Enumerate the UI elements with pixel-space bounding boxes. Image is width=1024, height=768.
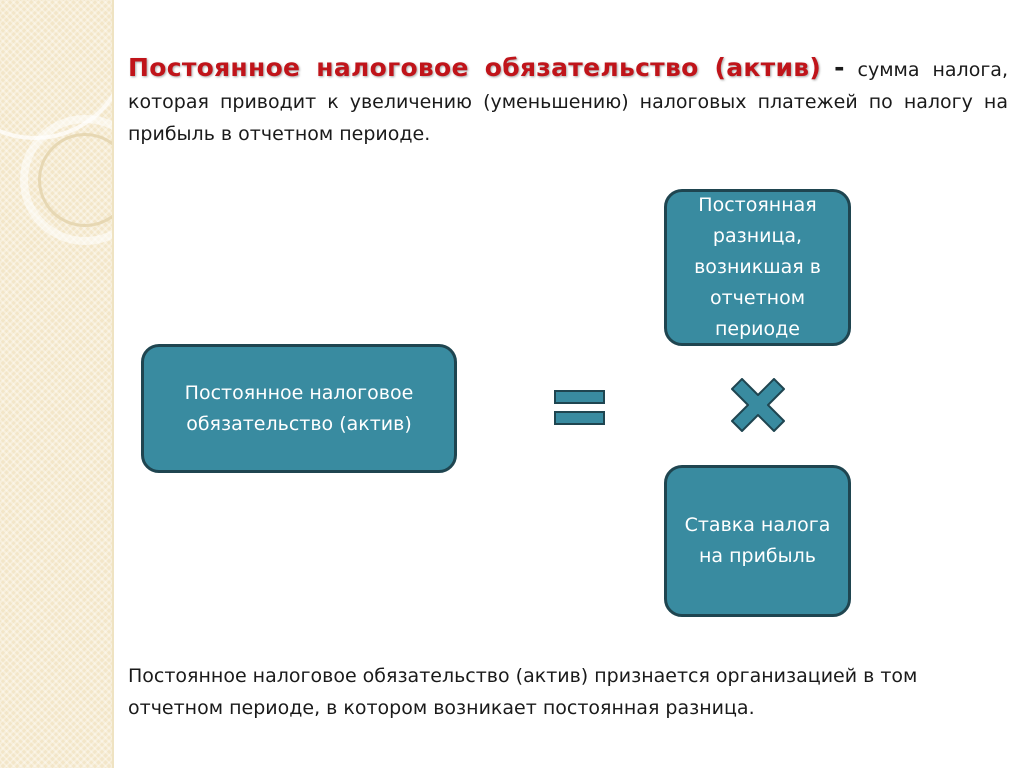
permanent-difference-label: Постоянная разница, возникшая в отчетном периоде (694, 194, 821, 340)
tax-rate-box (664, 465, 851, 617)
footer-paragraph: Постоянное налоговое обязательство (актив) признается организацией в том отчетном периоде, в котором возникает постоянная разница. (128, 665, 918, 719)
decorative-side-strip (0, 0, 112, 768)
result-box (141, 344, 457, 473)
equals-icon (554, 388, 605, 428)
definition-paragraph (128, 52, 1008, 150)
tax-rate-label: Ставка налога на прибыль (684, 514, 831, 567)
defined-term: Постоянное налоговое обязательство (актив) (128, 53, 822, 82)
definition-dash: - (834, 53, 845, 82)
result-box-label: Постоянное налоговое обязательство (актив) (184, 381, 414, 435)
definition-text: сумма налога, которая приводит к увеличению (уменьшению) налоговых платежей по налогу на прибыль в отчетном периоде. (128, 59, 1008, 145)
side-divider (112, 0, 114, 768)
multiply-icon (731, 378, 785, 432)
permanent-difference-box (664, 189, 851, 346)
